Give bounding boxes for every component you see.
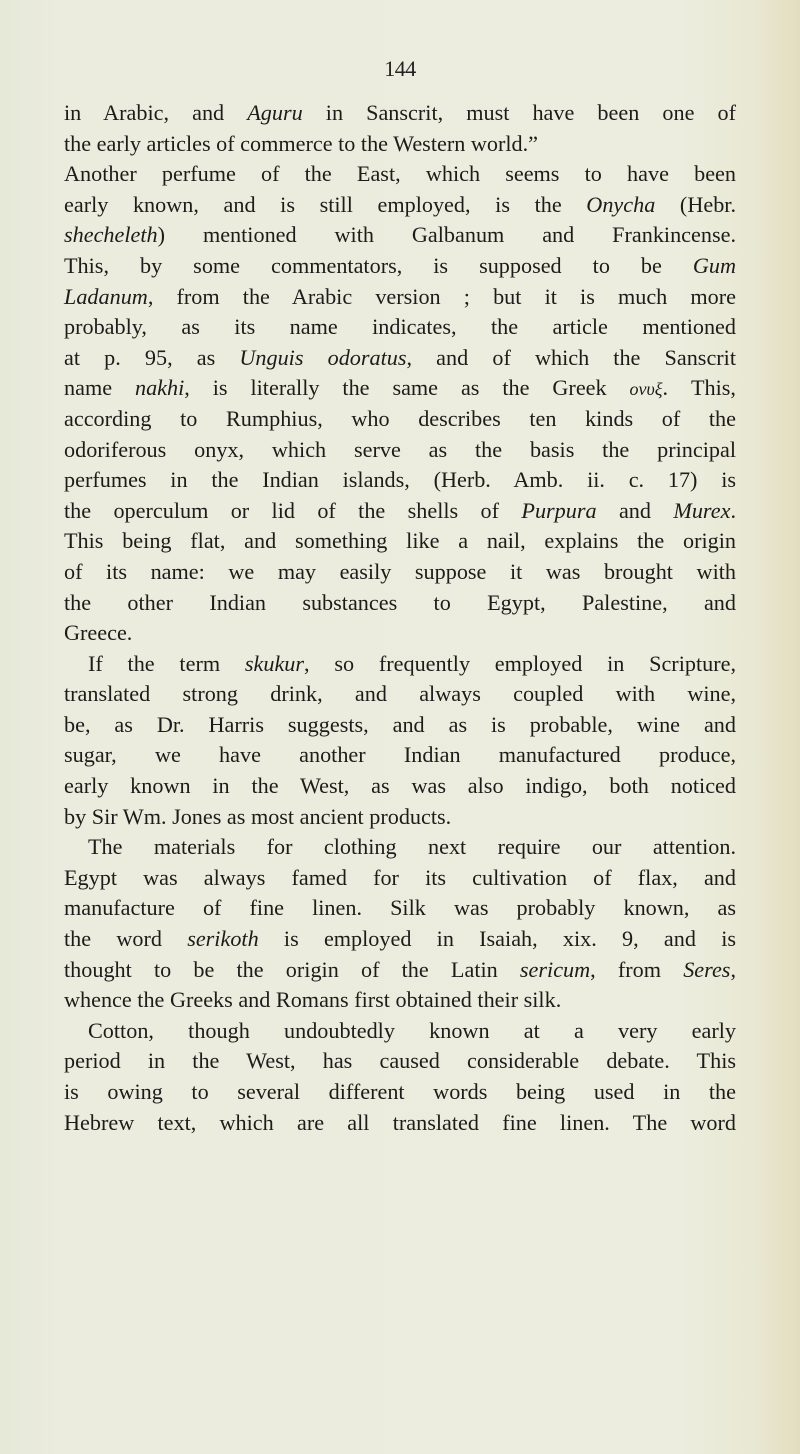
text-span: , and of which the Sanscrit — [406, 344, 737, 370]
italic-term: shecheleth — [64, 222, 158, 248]
text-span: Hebrew text, which are all translated fine linen. The word — [64, 1109, 736, 1135]
text-line — [64, 526, 736, 557]
text-line — [64, 435, 736, 466]
text-span: If the term — [88, 650, 245, 676]
text-line — [64, 220, 736, 251]
text-span: name — [64, 375, 135, 401]
text-line — [64, 373, 736, 404]
text-span: the operculum or lid of the shells of — [64, 497, 522, 523]
italic-term: Unguis odoratus — [239, 344, 407, 370]
text-line — [64, 710, 736, 741]
text-span: This, by some commentators, is supposed to be — [64, 252, 693, 278]
text-line — [64, 679, 736, 710]
text-line — [64, 802, 736, 833]
body-text — [64, 98, 736, 1138]
text-span: Cotton, though undoubtedly known at a very early — [88, 1017, 736, 1043]
text-span: The materials for clothing next require our attention. — [88, 834, 736, 860]
text-span: the word — [64, 926, 188, 952]
text-span: of its name: we may easily suppose it was brought with — [64, 558, 736, 584]
text-line — [64, 588, 736, 619]
text-span: in Sanscrit, must have been one of — [302, 100, 736, 125]
text-span: . This, — [662, 375, 736, 401]
text-line — [64, 955, 736, 986]
text-span: early known, and is still employed, is the — [64, 191, 587, 217]
text-span: the early articles of commerce to the Western world.” — [64, 130, 539, 156]
italic-term: Murex — [673, 497, 731, 523]
text-line — [64, 832, 736, 863]
text-span: and — [596, 497, 674, 523]
text-line — [64, 312, 736, 343]
text-line — [64, 618, 736, 649]
text-line — [64, 190, 736, 221]
text-line — [64, 251, 736, 282]
italic-term: Purpura — [521, 497, 597, 523]
text-span: probably, as its name indicates, the article mentioned — [64, 314, 736, 340]
text-span: . — [730, 497, 736, 523]
text-line — [64, 496, 736, 527]
text-span: sugar, we have another Indian manufactured produce, — [64, 742, 736, 768]
text-span: (Hebr. — [655, 191, 736, 217]
text-line — [64, 985, 736, 1016]
text-span: This being flat, and something like a nail, explains the origin — [64, 528, 736, 554]
text-line — [64, 649, 736, 680]
italic-term: serikoth — [187, 926, 259, 952]
text-line — [64, 98, 736, 129]
text-span: is owing to several different words being used in the — [64, 1079, 736, 1104]
text-line — [64, 282, 736, 313]
text-span: Greece. — [64, 620, 133, 646]
text-span: , from — [590, 956, 684, 982]
text-line — [64, 771, 736, 802]
text-line — [64, 465, 736, 496]
text-span: thought to be the origin of the Latin — [64, 956, 520, 982]
text-span: , so frequently employed in Scripture, — [304, 650, 736, 676]
italic-term: sericum — [519, 956, 591, 982]
text-span: period in the West, has caused considerable debate. This — [64, 1048, 736, 1074]
text-line — [64, 159, 736, 190]
italic-term: Ladanum — [64, 283, 148, 309]
italic-term: skukur — [244, 650, 305, 676]
text-span: the other Indian substances to Egypt, Palestine, and — [64, 589, 736, 615]
text-line — [64, 893, 736, 924]
italic-term: Onycha — [586, 191, 656, 217]
text-span: be, as Dr. Harris suggests, and as is probable, wine and — [64, 711, 736, 737]
text-span: ) mentioned with Galbanum and Frankincense. — [157, 222, 736, 248]
text-span: Another perfume of the East, which seems to have been — [64, 161, 736, 187]
text-line — [64, 343, 736, 374]
text-line — [64, 740, 736, 771]
text-line — [64, 404, 736, 435]
text-span: by Sir Wm. Jones as most ancient products. — [64, 803, 452, 829]
text-span: whence the Greeks and Romans first obtained their silk. — [64, 987, 562, 1013]
text-span: , from the Arabic version ; but it is much more — [147, 283, 736, 309]
text-line — [64, 1108, 736, 1139]
text-line — [64, 924, 736, 955]
text-span: according to Rumphius, who describes ten kinds of the — [64, 405, 736, 431]
italic-term: Seres — [683, 956, 731, 982]
text-span: in Arabic, and — [64, 100, 248, 125]
text-span: manufacture of fine linen. Silk was probably known, as — [64, 895, 736, 921]
text-line — [64, 863, 736, 894]
text-span: odoriferous onyx, which serve as the basis the principal — [64, 436, 736, 462]
italic-term: Gum — [692, 252, 736, 278]
text-span: early known in the West, as was also indigo, both noticed — [64, 773, 736, 799]
greek-word: ονυξ — [629, 379, 663, 400]
text-span: , — [730, 956, 736, 982]
text-line — [64, 1077, 736, 1108]
text-line — [64, 1016, 736, 1047]
text-span: translated strong drink, and always coupled with wine, — [64, 681, 736, 707]
italic-term: nakhi — [134, 375, 185, 401]
text-span: , is literally the same as the Greek — [184, 375, 630, 401]
text-line — [64, 557, 736, 588]
text-span: is employed in Isaiah, xix. 9, and is — [258, 926, 736, 952]
page-number: 144 — [384, 56, 416, 81]
text-line — [64, 1046, 736, 1077]
text-span: Egypt was always famed for its cultivation of flax, and — [64, 864, 736, 890]
text-span: at p. 95, as — [64, 344, 240, 370]
text-line — [64, 129, 736, 160]
text-span: perfumes in the Indian islands, (Herb. Amb. ii. c. 17) is — [64, 467, 736, 493]
italic-term: Aguru — [247, 100, 303, 125]
